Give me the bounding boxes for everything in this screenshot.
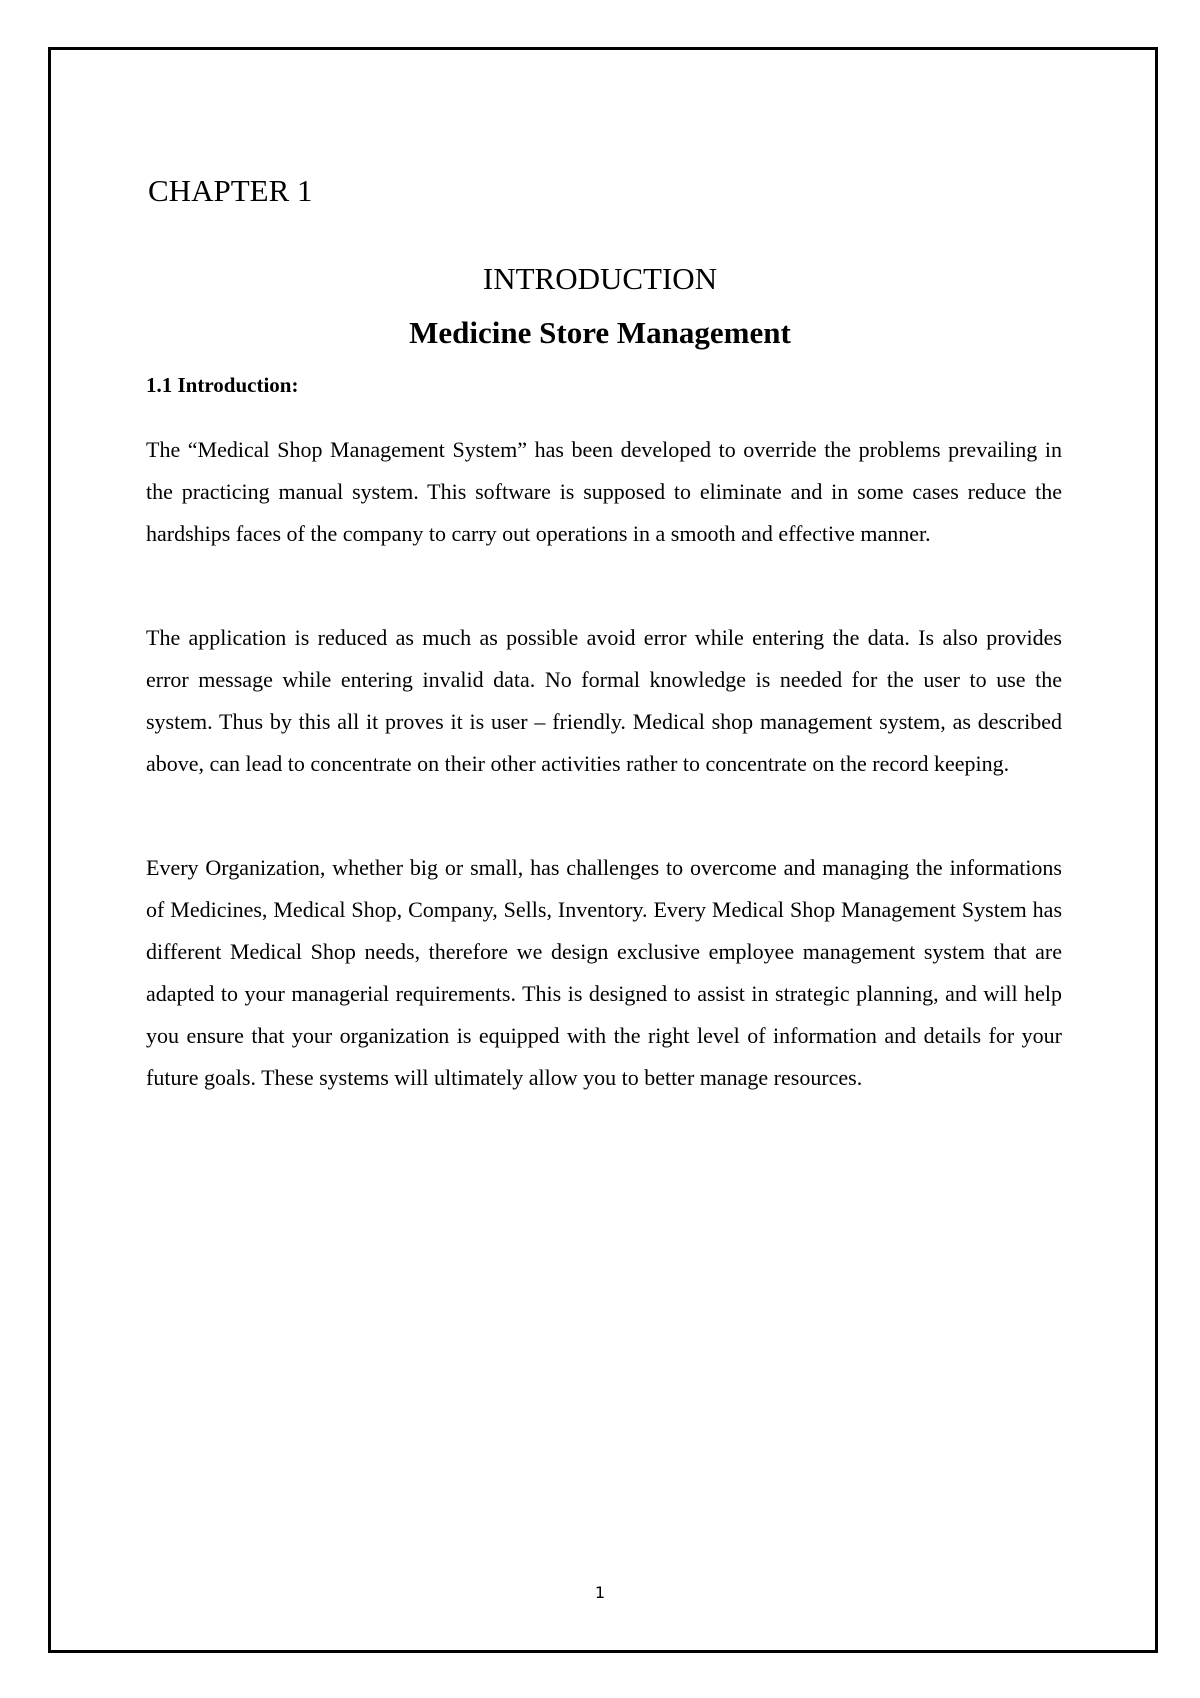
chapter-heading: CHAPTER 1 (148, 173, 313, 208)
paragraph: The “Medical Shop Management System” has been developed to override the problems prevailing in the practicing manual system. This software is supposed to eliminate and in some cases reduce the hardships faces of the company to carry out operations in a smooth and effective manner. (146, 437, 1062, 546)
paragraph: Every Organization, whether big or small, has challenges to overcome and managing the informations of Medicines, Medical Shop, Company, Sells, Inventory. Every Medical Shop Management System has different Medical Shop needs, therefore we design exclusive employee management system that are adapted to your managerial requirements. This is designed to assist in strategic planning, and will help you ensure that your organization is equipped with the right level of information and details for your future goals. These systems will ultimately allow you to better manage resources. (146, 855, 1062, 1090)
paragraph: The application is reduced as much as possible avoid error while entering the data. Is also provides error message while entering invalid data. No formal knowledge is needed for the user to use the system. Thus by this all it proves it is user – friendly. Medical shop management system, as described above, can lead to concentrate on their other activities rather to concentrate on the record keeping. (146, 625, 1062, 776)
page-number: 1 (594, 1583, 606, 1602)
subsection-heading: 1.1 Introduction: (146, 373, 299, 397)
document-title: Medicine Store Management (409, 315, 791, 350)
section-title: INTRODUCTION (482, 261, 718, 296)
